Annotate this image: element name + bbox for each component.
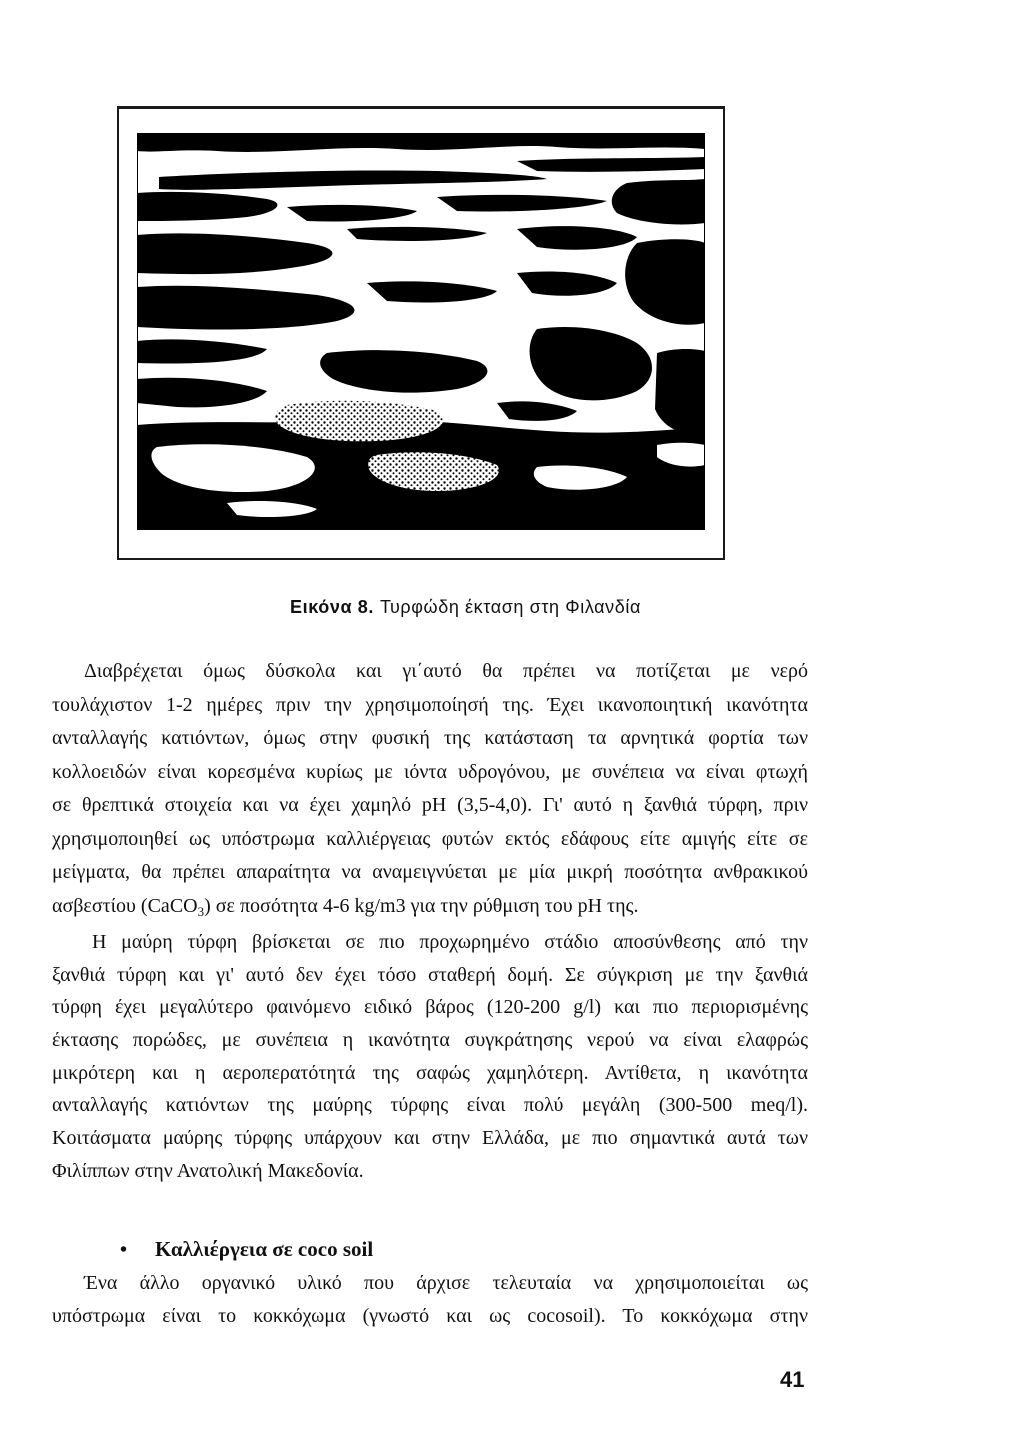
text-line: Διαβρέχεται όμως δύσκολα και γι΄αυτό θα πρέπει να ποτίζεται με νερό: [84, 660, 808, 682]
figure-caption: [290, 594, 641, 620]
text-line: μείγματα, θα πρέπει απαραίτητα να αναμειγνύεται με μία μικρή ποσότητα ανθρακικού: [52, 861, 808, 883]
text-line: Κοιτάσματα μαύρης τύρφης υπάρχουν και στην Ελλάδα, με πιο σημαντικά αυτά των: [52, 1127, 808, 1150]
text-line: Φιλίππων στην Ανατολική Μακεδονία.: [52, 1159, 364, 1182]
figure-caption-text: Τυρφώδη έκταση στη Φιλανδία: [379, 597, 641, 617]
text-line: ξανθιά τύρφη και γι' αυτό δεν έχει τόσο σταθερή δομή. Σε σύγκριση με την ξανθιά: [52, 963, 808, 986]
text-segment: ) σε ποσότητα 4-6 kg/m3 για την ρύθμιση του pH της.: [204, 894, 639, 917]
text-line: σε θρεπτικά στοιχεία και να έχει χαμηλό pH (3,5-4,0). Γι' αυτό η ξανθιά τύρφη, πριν: [52, 794, 808, 816]
peatland-photo: [137, 133, 705, 530]
section-heading: [120, 1233, 373, 1266]
section-heading-text: Καλλιέργεια σε coco soil: [155, 1237, 374, 1261]
text-line: ανταλλαγής κατιόντων, όμως στην φυσική της κατάσταση τα αρνητικά φορτία των: [52, 727, 808, 749]
text-line: κολλοειδών είναι κορεσμένα κυρίως με ιόντα υδρογόνου, με συνέπεια να είναι φτωχή: [52, 760, 808, 783]
text-line: [52, 890, 808, 924]
subscript: 3: [197, 903, 205, 919]
text-line: έκτασης πορώδες, με συνέπεια η ικανότητα συγκράτησης νερού να είναι ελαφρώς: [52, 1029, 808, 1052]
text-line: τύρφη έχει μεγαλύτερο φαινόμενο ειδικό βάρος (120-200 g/l) και πιο περιορισμένης: [52, 996, 808, 1019]
text-segment: ασβεστίου (CaCO: [52, 894, 198, 917]
text-line: ανταλλαγής κατιόντων της μαύρης τύρφης είναι πολύ μεγάλη (300-500 meq/l).: [52, 1094, 808, 1117]
text-line: Ένα άλλο οργανικό υλικό που άρχισε τελευταία να χρησιμοποιείται ως: [84, 1272, 808, 1294]
paragraph: [52, 1267, 808, 1333]
figure-caption-label: Εικόνα 8.: [290, 597, 374, 617]
bullet-icon: •: [120, 1239, 128, 1261]
paragraph: [52, 655, 808, 923]
text-line: χρησιμοποιηθεί ως υπόστρωμα καλλιέργειας φυτών εκτός εδάφους είτε αμιγής είτε σε: [52, 827, 808, 850]
text-line: Η μαύρη τύρφη βρίσκεται σε πιο προχωρημένο στάδιο αποσύνθεσης από την: [92, 931, 808, 953]
text-line: τουλάχιστον 1-2 ημέρες πριν την χρησιμοποίησή της. Έχει ικανοποιητική ικανότητα: [52, 693, 808, 716]
page-number: 41: [780, 1367, 805, 1392]
text-line: υπόστρωμα είναι το κοκκόχωμα (γνωστό και ως cocosoil). Το κοκκόχωμα στην: [52, 1305, 808, 1327]
text-line: μικρότερη και η αεροπερατότητά της σαφώς χαμηλότερη. Αντίθετα, η ικανότητα: [52, 1061, 808, 1084]
paragraph: [52, 926, 808, 1188]
